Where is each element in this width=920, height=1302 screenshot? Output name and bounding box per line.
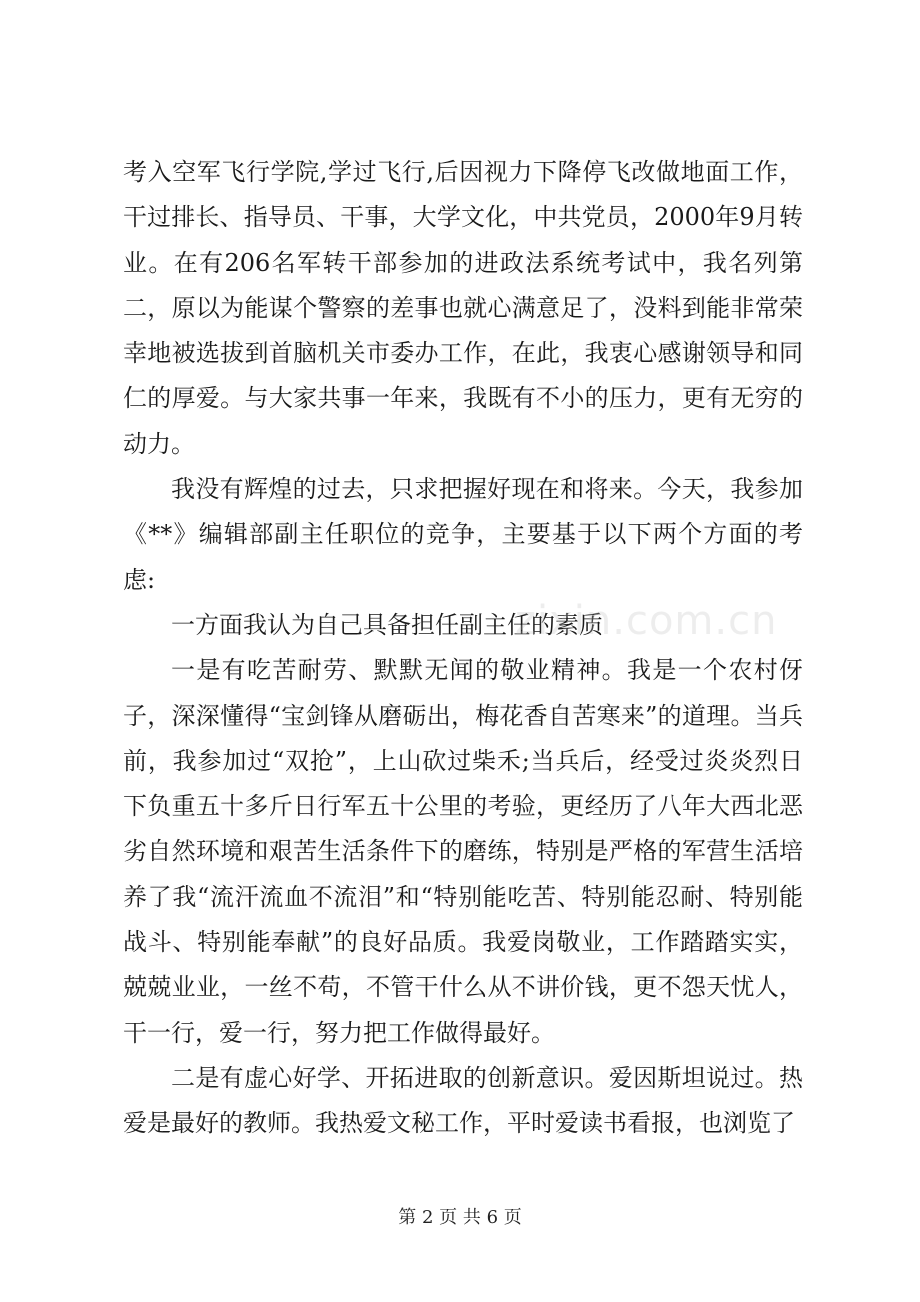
paragraph-3: 一方面我认为自己具备担任副主任的素质 bbox=[171, 610, 603, 639]
paragraph-1: 考入空军飞行学院,学过飞行,后因视力下降停飞改做地面工作，干过排长、指导员、干事，大学文化，中共党员，2000年9月转业。在有206名军转干部参加的进政法系统考试中，我名列第二，原以为能谋个警察的差事也就心满意足了，没料到能非常荣幸地被选拔到首脑机关市委办工作，在此，我衷心感谢领导和同仁的厚爱。与大家共事一年来，我既有不小的压力，更有无穷的动力。 bbox=[123, 158, 803, 458]
document-body bbox=[123, 150, 803, 1147]
paragraph-2: 我没有辉煌的过去，只求把握好现在和将来。今天，我参加《**》编辑部副主任职位的竞争，主要基于以下两个方面的考虑: bbox=[123, 475, 803, 594]
page-footer: 第 2 页 共 6 页 bbox=[398, 1207, 522, 1228]
paragraph-4: 一是有吃苦耐劳、默默无闻的敬业精神。我是一个农村伢子，深深懂得“宝剑锋从磨砺出，梅花香自苦寒来”的道理。当兵前，我参加过“双抢”，上山砍过柴禾;当兵后，经受过炎炎烈日下负重五十多斤日行军五十公里的考验，更经历了八年大西北恶劣自然环境和艰苦生活条件下的磨练，特别是严格的军营生活培养了我“流汗流血不流泪”和“特别能吃苦、特别能忍耐、特别能战斗、特别能奉献”的良好品质。我爱岗敬业，工作踏踏实实，兢兢业业，一丝不苟，不管干什么从不讲价钱，更不怨天忧人，干一行，爱一行，努力把工作做得最好。 bbox=[123, 656, 803, 1047]
paragraph-5: 二是有虚心好学、开拓进取的创新意识。爱因斯坦说过。热爱是最好的教师。我热爱文秘工作，平时爱读书看报，也浏览了 bbox=[123, 1063, 803, 1138]
watermark: zixin.com.cn bbox=[515, 598, 778, 644]
